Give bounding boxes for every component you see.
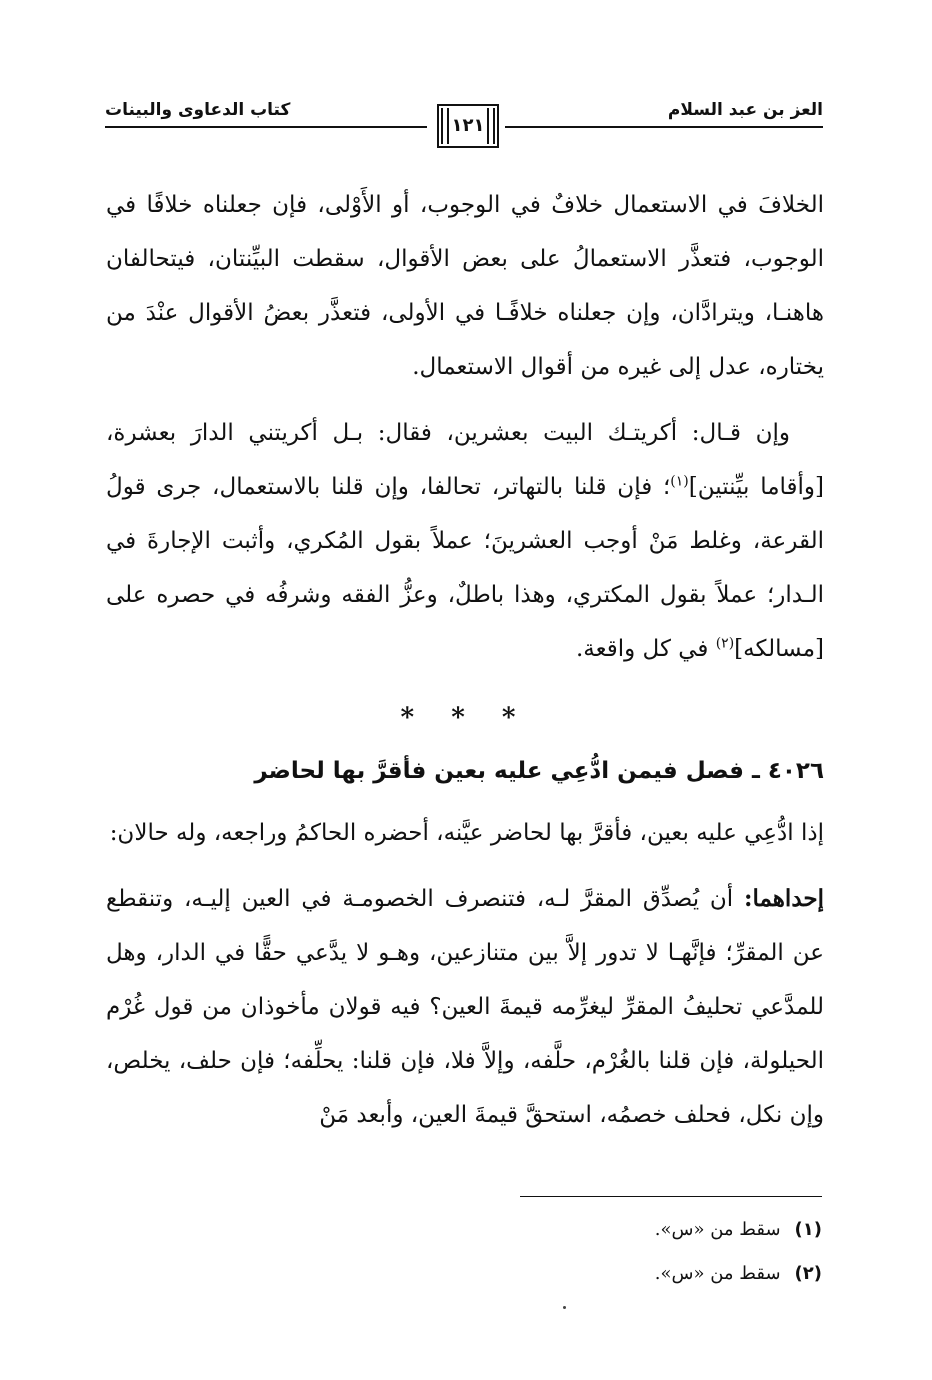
header-rule-left [105,126,427,128]
paragraph-2 [106,406,824,676]
paragraph-1: الخلافَ في الاستعمال خلافٌ في الوجوب، أو الأَوْلى، فإن جعلناه خلافًا في الوجوب، فتعذَّر الاستعمالُ على بعض الأقوال، سقطت البيِّنتان، فيتحالفان هاهنـا، ويترادَّان، وإن جعلناه خلافًـا في الأولى، فتعذَّر بعضُ الأقوال عنْدَ من يختاره، عدل إلى غيره من أقوال الاستعمال. [106,192,824,380]
page-number-frame [437,104,499,148]
paragraph-4 [106,872,824,1142]
footnote-ref-1[interactable]: (١) [670,473,689,490]
author-running-head: العز بن عبد السلام [667,100,823,120]
footnote-separator [520,1196,822,1197]
paragraph-4-text: أن يُصدِّق المقرَّ لـه، فتنصرف الخصومـة في العين إليـه، وتنقطع عن المقرِّ؛ فإنَّهـا لا تدور إلاَّ بين متنازعين، وهـو لا يدَّعي حقًّا في الدار، وهل للمدَّعي تحليفُ المقرِّ ليغرِّمه قيمةَ العين؟ فيه قولان مأخوذان من قول غُرْم الحيلولة، فإن قلنا بالغُرْم، حلَّفه، وإلاَّ فلا، فإن قلنا: يحلِّفه؛ فإن حلف، يخلص، وإن نكل، فحلف خصمُه، استحقَّ قيمةَ العين، وأبعد مَنْ [106,886,824,1128]
footnote-2 [106,1252,822,1296]
page-body [106,178,824,1142]
paragraph-2-part-c: في كل واقعة. [575,636,716,662]
footnotes [106,1208,822,1296]
footnote-1-number: (١) [794,1219,822,1240]
footnote-1 [106,1208,822,1252]
section-divider-stars: * * * [400,703,530,733]
footnote-1-text: سقط من «س». [654,1219,781,1240]
print-dot [563,1306,566,1309]
page-number: ١٢١ [451,115,485,136]
footnote-2-text: سقط من «س». [654,1263,781,1284]
footnote-2-number: (٢) [794,1263,822,1284]
paragraph-2-part-b: ؛ فإن قلنا بالتهاتر، تحالفا، وإن قلنا بالاستعمال، جرى قولُ القرعة، وغلط مَنْ أوجب العشرينَ؛ عملاً بقول المُكري، وأثبت الإجارةَ في الـدار؛ عملاً بقول المكتري، وهذا باطلٌ، وعزُّ الفقه وشرفُه في حصره على [مسالكه] [106,474,824,662]
section-heading: ٤٠٢٦ ـ فصل فيمن ادُّعِي عليه بعين فأقرَّ بها لحاضر [254,758,824,784]
paragraph-2-part-a: وإن قـال: أكريتـك البيت بعشرين، فقال: بـل أكريتني الدارَ بعشرة، [وأقاما بيِّنتين] [106,420,824,500]
paragraph-4-lead: إحداهما: [744,885,824,912]
paragraph-3: إذا ادُّعِي عليه بعين، فأقرَّ بها لحاضر عيَّنه، أحضره الحاكمُ وراجعه، وله حالان: [109,820,824,846]
page-header [105,88,823,178]
header-rule-right [505,126,823,128]
chapter-running-head: كتاب الدعاوى والبينات [105,100,291,120]
footnote-ref-2[interactable]: (٢) [715,635,735,652]
